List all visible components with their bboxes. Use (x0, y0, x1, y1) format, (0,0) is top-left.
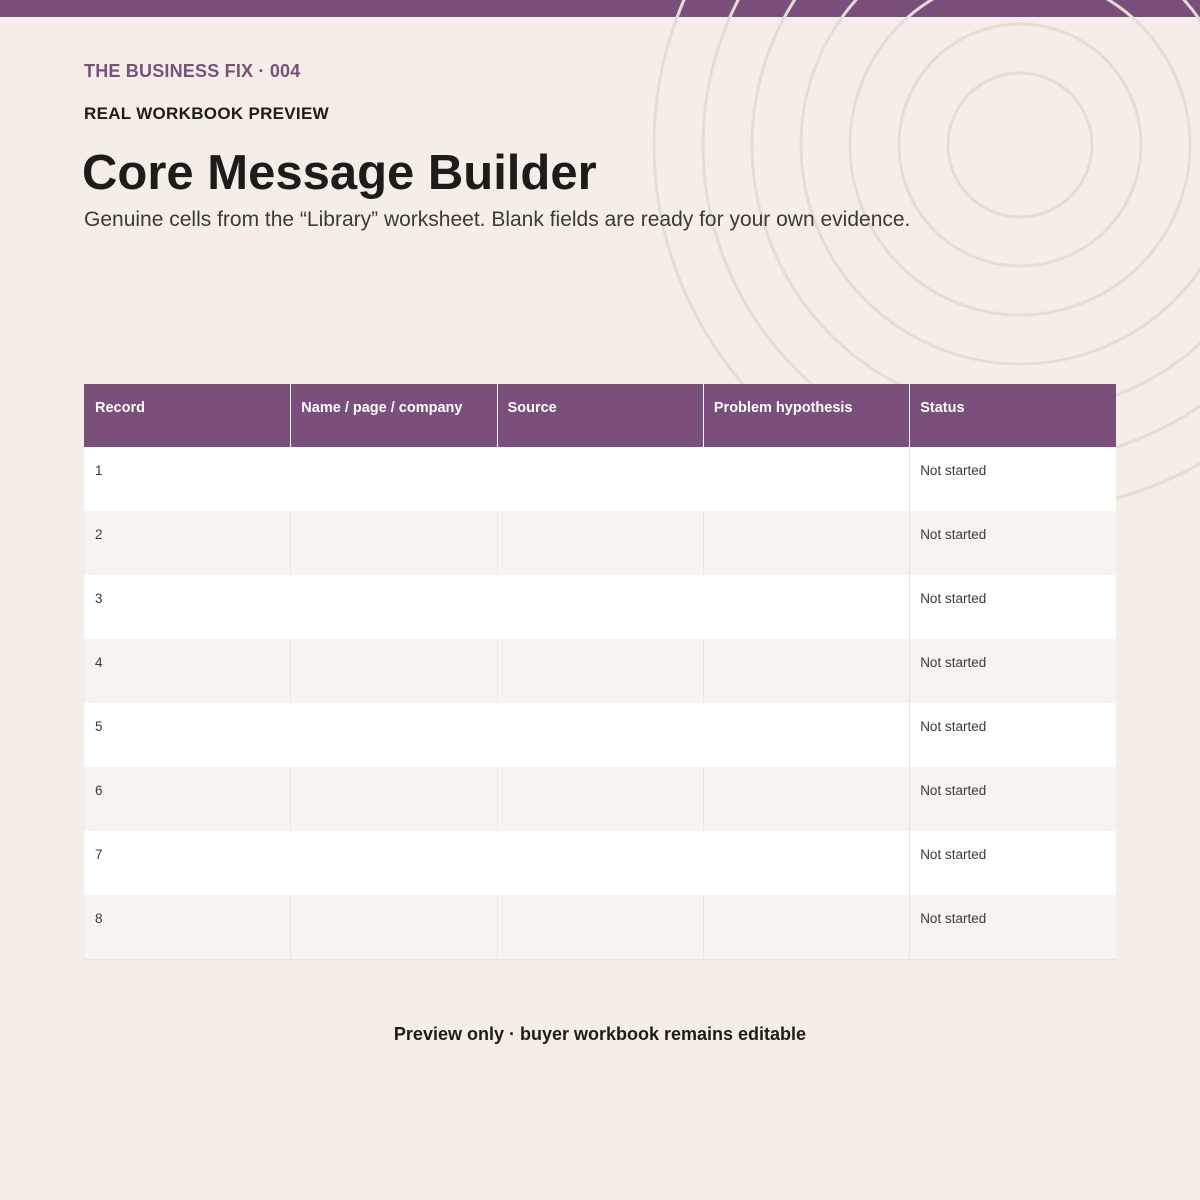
top-accent-bar (0, 0, 1200, 17)
source-cell[interactable] (497, 447, 703, 511)
table-row (85, 575, 1117, 639)
record-cell[interactable]: 6 (85, 767, 291, 831)
status-cell[interactable]: Not started (910, 831, 1116, 895)
source-cell[interactable] (497, 831, 703, 895)
footer-note: Preview only · buyer workbook remains editable (393, 1024, 807, 1044)
record-cell[interactable]: 5 (85, 703, 291, 767)
column-header-record: Record (85, 384, 291, 447)
series-eyebrow: THE BUSINESS FIX · 004 (84, 61, 301, 81)
name-cell[interactable] (291, 575, 497, 639)
worksheet-table (84, 384, 1116, 960)
status-cell[interactable]: Not started (910, 895, 1116, 960)
status-cell[interactable]: Not started (910, 703, 1116, 767)
column-header-source: Source (497, 384, 703, 447)
name-cell[interactable] (291, 447, 497, 511)
hypothesis-cell[interactable] (703, 575, 909, 639)
hypothesis-cell[interactable] (703, 511, 909, 575)
source-cell[interactable] (497, 767, 703, 831)
hypothesis-cell[interactable] (703, 895, 909, 960)
table-row (85, 895, 1117, 960)
record-cell[interactable]: 7 (85, 831, 291, 895)
name-cell[interactable] (291, 895, 497, 960)
status-cell[interactable]: Not started (910, 767, 1116, 831)
status-cell[interactable]: Not started (910, 511, 1116, 575)
status-cell[interactable]: Not started (910, 575, 1116, 639)
preview-kicker: REAL WORKBOOK PREVIEW (84, 104, 329, 123)
table-row (85, 447, 1117, 511)
hypothesis-cell[interactable] (703, 767, 909, 831)
table-row (85, 831, 1117, 895)
column-header-problem-hypothesis: Problem hypothesis (703, 384, 909, 447)
source-cell[interactable] (497, 575, 703, 639)
name-cell[interactable] (291, 639, 497, 703)
status-cell[interactable]: Not started (910, 447, 1116, 511)
column-header-name: Name / page / company (291, 384, 497, 447)
name-cell[interactable] (291, 703, 497, 767)
table-row (85, 639, 1117, 703)
hypothesis-cell[interactable] (703, 703, 909, 767)
record-cell[interactable]: 4 (85, 639, 291, 703)
name-cell[interactable] (291, 767, 497, 831)
hypothesis-cell[interactable] (703, 447, 909, 511)
page-title: Core Message Builder (82, 146, 597, 200)
page-subtitle: Genuine cells from the “Library” worksheet. Blank fields are ready for your own evidence. (84, 208, 911, 231)
name-cell[interactable] (291, 511, 497, 575)
source-cell[interactable] (497, 639, 703, 703)
table-row (85, 511, 1117, 575)
record-cell[interactable]: 3 (85, 575, 291, 639)
header-row (85, 384, 1117, 447)
table-row (85, 767, 1117, 831)
record-cell[interactable]: 2 (85, 511, 291, 575)
source-cell[interactable] (497, 511, 703, 575)
source-cell[interactable] (497, 703, 703, 767)
name-cell[interactable] (291, 831, 497, 895)
status-cell[interactable]: Not started (910, 639, 1116, 703)
source-cell[interactable] (497, 895, 703, 960)
record-cell[interactable]: 8 (85, 895, 291, 960)
column-header-status: Status (910, 384, 1116, 447)
hypothesis-cell[interactable] (703, 831, 909, 895)
table-row (85, 703, 1117, 767)
hypothesis-cell[interactable] (703, 639, 909, 703)
record-cell[interactable]: 1 (85, 447, 291, 511)
